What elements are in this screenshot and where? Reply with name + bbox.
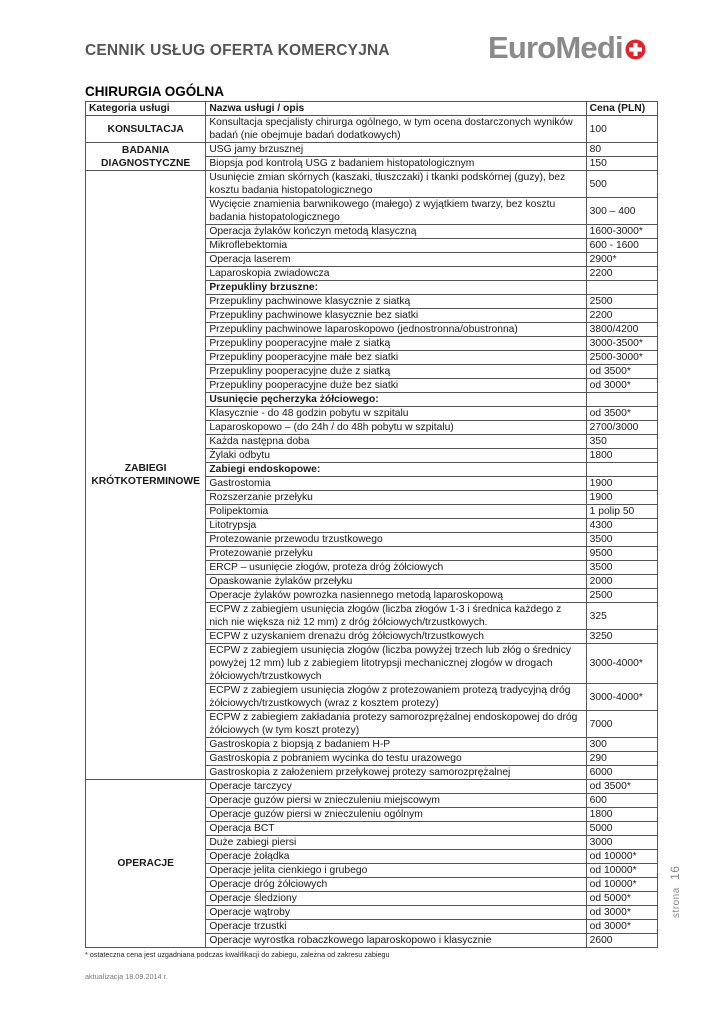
euromedic-logo — [488, 28, 646, 68]
page-number — [668, 858, 682, 918]
service-price: 4300 — [586, 519, 657, 533]
service-name: Każda następna doba — [206, 435, 586, 449]
service-price: 3000-4000* — [586, 644, 657, 684]
service-price: 1600-3000* — [586, 225, 657, 239]
update-date: aktualizacja 18.09.2014 r. — [85, 972, 168, 981]
document-title: CENNIK USŁUG OFERTA KOMERCYJNA — [85, 42, 390, 59]
service-price: 7000 — [586, 711, 657, 738]
service-name: Biopsja pod kontrolą USG z badaniem histopatologicznym — [206, 157, 586, 171]
header-name: Nazwa usługi / opis — [206, 102, 586, 116]
price-table — [85, 101, 658, 948]
service-name: Operacje śledziony — [206, 892, 586, 906]
table-header-row — [86, 102, 658, 116]
service-price: 2500-3000* — [586, 351, 657, 365]
subsection-heading: Usunięcie pęcherzyka żółciowego: — [206, 393, 586, 407]
service-name: Opaskowanie żylaków przełyku — [206, 575, 586, 589]
service-price: 6000 — [586, 766, 657, 780]
service-name: Gastrostomia — [206, 477, 586, 491]
service-price: od 3000* — [586, 906, 657, 920]
service-price: 3000 — [586, 836, 657, 850]
service-price: 300 – 400 — [586, 198, 657, 225]
service-price: 3500 — [586, 533, 657, 547]
service-name: Operacje dróg żółciowych — [206, 878, 586, 892]
service-price: 150 — [586, 157, 657, 171]
service-name: ECPW z zabiegiem zakładania protezy samorozprężalnej endoskopowej do dróg żółciowych (w tym koszt protezy) — [206, 711, 586, 738]
service-price: od 3500* — [586, 365, 657, 379]
footnote: * ostateczna cena jest uzgadniana podczas kwalifikacji do zabiegu, zależna od zakresu zabiegu — [85, 950, 390, 959]
service-name: Przepukliny pachwinowe klasycznie z siatką — [206, 295, 586, 309]
service-price: 9500 — [586, 547, 657, 561]
service-price: 1800 — [586, 449, 657, 463]
service-name: ECPW z zabiegiem usunięcia złogów z protezowaniem protezą tradycyjną dróg żółciowych/trzustkowych (wraz z kosztem protezy) — [206, 684, 586, 711]
category-cell: KONSULTACJA — [86, 116, 206, 143]
service-name: Przepukliny pooperacyjne małe bez siatki — [206, 351, 586, 365]
service-name: Przepukliny pooperacyjne małe z siatką — [206, 337, 586, 351]
service-name: Operacje wątroby — [206, 906, 586, 920]
service-price: 2000 — [586, 575, 657, 589]
service-name: Gastroskopia z biopsją z badaniem H-P — [206, 738, 586, 752]
service-name: Operacje trzustki — [206, 920, 586, 934]
service-price: od 10000* — [586, 864, 657, 878]
service-name: Klasycznie - do 48 godzin pobytu w szpitalu — [206, 407, 586, 421]
service-price: 2900* — [586, 253, 657, 267]
service-name: Operacja BCT — [206, 822, 586, 836]
service-name: Operacje żołądka — [206, 850, 586, 864]
service-price: 350 — [586, 435, 657, 449]
service-name: Usunięcie zmian skórnych (kaszaki, tłuszczaki) i tkanki podskórnej (guzy), bez kosztu badania histopatologicznego — [206, 171, 586, 198]
service-price: 1900 — [586, 491, 657, 505]
service-name: Operacje żylaków powrozka nasiennego metodą laparoskopową — [206, 589, 586, 603]
service-price — [586, 463, 657, 477]
table-row — [86, 780, 658, 794]
service-price: 2500 — [586, 589, 657, 603]
service-price: 80 — [586, 143, 657, 157]
service-name: ECPW z uzyskaniem drenażu dróg żółciowych/trzustkowych — [206, 630, 586, 644]
service-name: Litotrypsja — [206, 519, 586, 533]
section-title: CHIRURGIA OGÓLNA — [85, 84, 224, 99]
header-price: Cena (PLN) — [586, 102, 657, 116]
service-price: od 5000* — [586, 892, 657, 906]
category-cell: ZABIEGI KRÓTKOTERMINOWE — [86, 171, 206, 780]
service-price: 600 — [586, 794, 657, 808]
service-price: od 10000* — [586, 878, 657, 892]
service-name: Protezowanie przewodu trzustkowego — [206, 533, 586, 547]
service-price: 500 — [586, 171, 657, 198]
service-name: Wycięcie znamienia barwnikowego (małego) z wyjątkiem twarzy, bez kosztu badania histopatologicznego — [206, 198, 586, 225]
service-name: Rozszerzanie przełyku — [206, 491, 586, 505]
service-name: Protezowanie przełyku — [206, 547, 586, 561]
service-price: 100 — [586, 116, 657, 143]
service-price: od 3000* — [586, 379, 657, 393]
service-name: Mikroflebektomia — [206, 239, 586, 253]
service-name: Laparoskopowo – (do 24h / do 48h pobytu w szpitalu) — [206, 421, 586, 435]
service-price: od 3000* — [586, 920, 657, 934]
service-name: Przepukliny pooperacyjne duże z siatką — [206, 365, 586, 379]
service-price: 2200 — [586, 267, 657, 281]
service-name: Operacje guzów piersi w znieczuleniu ogólnym — [206, 808, 586, 822]
service-price: 3250 — [586, 630, 657, 644]
table-row — [86, 171, 658, 198]
service-price: 600 - 1600 — [586, 239, 657, 253]
service-name: Operacje tarczycy — [206, 780, 586, 794]
service-price — [586, 281, 657, 295]
service-name: Laparoskopia zwiadowcza — [206, 267, 586, 281]
service-name: ERCP – usunięcie złogów, proteza dróg żółciowych — [206, 561, 586, 575]
table-row — [86, 116, 658, 143]
service-name: Konsultacja specjalisty chirurga ogólnego, w tym ocena dostarczonych wyników badań (nie obejmuje badań dodatkowych) — [206, 116, 586, 143]
service-name: Operacja laserem — [206, 253, 586, 267]
category-cell: BADANIA DIAGNOSTYCZNE — [86, 143, 206, 171]
table-row — [86, 143, 658, 157]
service-name: ECPW z zabiegiem usunięcia złogów (liczba powyżej trzech lub złóg o średnicy powyżej 12 mm) lub z zabiegiem litotrypsji mechanicznej złogów w drogach żółciowych/trzustkowych — [206, 644, 586, 684]
service-price: 1800 — [586, 808, 657, 822]
service-price: 5000 — [586, 822, 657, 836]
service-name: Żylaki odbytu — [206, 449, 586, 463]
service-price: 3000-4000* — [586, 684, 657, 711]
service-price: 2600 — [586, 934, 657, 948]
service-price: 1900 — [586, 477, 657, 491]
service-name: Gastroskopia z pobraniem wycinka do testu urazowego — [206, 752, 586, 766]
service-name: Operacje guzów piersi w znieczuleniu miejscowym — [206, 794, 586, 808]
service-name: Gastroskopia z założeniem przełykowej protezy samorozprężalnej — [206, 766, 586, 780]
service-price: od 3500* — [586, 780, 657, 794]
service-price — [586, 393, 657, 407]
service-name: USG jamy brzusznej — [206, 143, 586, 157]
service-name: Operacje jelita cienkiego i grubego — [206, 864, 586, 878]
service-price: 2500 — [586, 295, 657, 309]
subsection-heading: Przepukliny brzuszne: — [206, 281, 586, 295]
service-name: Przepukliny pachwinowe laparoskopowo (jednostronna/obustronna) — [206, 323, 586, 337]
service-name: ECPW z zabiegiem usunięcia złogów (liczba złogów 1-3 i średnica każdego z nich nie większa niż 12 mm) z dróg żółciowych/trzustkowych. — [206, 603, 586, 630]
subsection-heading: Zabiegi endoskopowe: — [206, 463, 586, 477]
service-price: 3800/4200 — [586, 323, 657, 337]
page-label: strona — [671, 887, 682, 918]
price-table-body — [86, 116, 658, 948]
service-name: Polipektomia — [206, 505, 586, 519]
service-price: od 3500* — [586, 407, 657, 421]
service-price: 1 polip 50 — [586, 505, 657, 519]
service-name: Przepukliny pooperacyjne duże bez siatki — [206, 379, 586, 393]
logo-text: EuroMedi — [488, 30, 623, 65]
service-name: Duże zabiegi piersi — [206, 836, 586, 850]
service-price: 3000-3500* — [586, 337, 657, 351]
service-price: 290 — [586, 752, 657, 766]
category-cell: OPERACJE — [86, 780, 206, 948]
service-price: 325 — [586, 603, 657, 630]
service-price: 2200 — [586, 309, 657, 323]
service-price: 300 — [586, 738, 657, 752]
service-price: 3500 — [586, 561, 657, 575]
service-name: Przepukliny pachwinowe klasycznie bez siatki — [206, 309, 586, 323]
service-name: Operacje wyrostka robaczkowego laparoskopowo i klasycznie — [206, 934, 586, 948]
service-price: 2700/3000 — [586, 421, 657, 435]
service-name: Operacja żylaków kończyn metodą klasyczną — [206, 225, 586, 239]
page-number-value: 16 — [668, 865, 682, 880]
medical-cross-icon — [625, 39, 646, 60]
header-category: Kategoria usługi — [86, 102, 206, 116]
service-price: od 10000* — [586, 850, 657, 864]
